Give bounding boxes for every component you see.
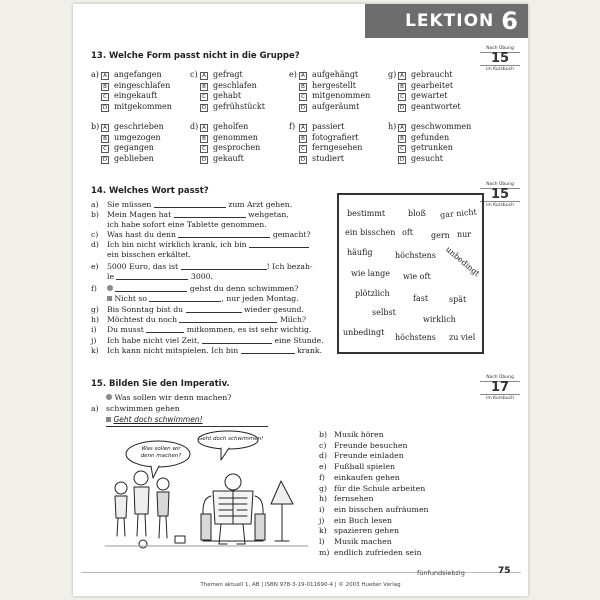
ex14-line-a: [107, 200, 292, 210]
ref-top-text: Nach Übung: [486, 46, 514, 51]
ex13-word: eingekauft: [114, 91, 158, 100]
ref-number: 15: [480, 188, 520, 202]
ex15-item: für die Schule arbeiten: [334, 483, 426, 493]
answer-checkbox[interactable]: D: [102, 104, 108, 111]
ex13-group-label: b): [91, 122, 100, 131]
answer-blank[interactable]: [249, 241, 309, 248]
speaker-b-square-icon: [106, 417, 111, 422]
ex15-label: k): [319, 526, 327, 536]
word-option: spät: [449, 295, 467, 304]
answer-blank[interactable]: [202, 337, 272, 344]
answer-blank[interactable]: [146, 326, 184, 333]
ex15-item-a: schwimmen gehen: [106, 404, 180, 413]
answer-checkbox[interactable]: D: [399, 156, 405, 163]
ref-bottom-text: im Kursbuch: [486, 396, 514, 401]
ex13-word: gebraucht: [411, 70, 453, 79]
ex13-option[interactable]: [299, 91, 370, 101]
lektion-word: LEKTION: [405, 11, 495, 31]
ex14-line-f: [107, 284, 298, 294]
ex13-option[interactable]: [398, 91, 447, 101]
ex13-word: mitgenommen: [312, 91, 371, 100]
ref-number: 15: [480, 52, 520, 66]
answer-checkbox[interactable]: C: [200, 145, 208, 153]
ex13-option[interactable]: [200, 102, 265, 112]
ex14-line-j: [107, 336, 324, 346]
line-text: Milch?: [279, 315, 307, 324]
line-text: ein bisschen erkältet.: [107, 250, 191, 259]
answer-blank[interactable]: [154, 201, 226, 208]
answer-checkbox[interactable]: B: [299, 135, 307, 143]
line-text: gemacht?: [272, 230, 311, 239]
ex14-line-c: [107, 230, 311, 240]
ex15-items: [319, 430, 499, 565]
line-text: Nicht so: [114, 294, 148, 303]
word-option: unbedingt: [443, 244, 482, 279]
word-option: wie oft: [403, 272, 431, 281]
ex15-label-a: a): [91, 404, 99, 413]
ex13-word: gearbeitet: [411, 80, 454, 90]
ex15-label: j): [319, 515, 325, 525]
ex15-item: fernsehen: [334, 494, 374, 504]
line-text: eine Stunde.: [274, 336, 324, 345]
word-option: wie lange: [351, 269, 391, 278]
answer-checkbox[interactable]: C: [398, 145, 406, 153]
ex13-word: gewartet: [411, 91, 448, 100]
ex13-option[interactable]: [299, 81, 356, 91]
ex13-option[interactable]: [200, 91, 241, 101]
ex13-word: gesucht: [411, 153, 443, 163]
answer-checkbox[interactable]: A: [101, 72, 109, 80]
page-number: 75: [498, 566, 511, 576]
line-text: Bis Sonntag bist du: [107, 305, 184, 314]
ex14-line-d: [107, 240, 309, 250]
speaker-b-square-icon: [107, 296, 112, 301]
answer-blank[interactable]: [179, 316, 277, 323]
ex13-option[interactable]: [200, 143, 260, 153]
line-text: mitkommen, es ist sehr wichtig.: [186, 325, 312, 334]
line-text: ! Ich bezah-: [266, 262, 313, 271]
ex15-item: Musik hören: [334, 430, 384, 439]
ex15-item: endlich zufrieden sein: [334, 547, 422, 557]
word-option: bestimmt: [347, 209, 386, 218]
ex13-option[interactable]: [200, 154, 244, 164]
ex14-label-k: k): [91, 346, 99, 355]
word-option: zu viel: [449, 333, 476, 342]
ex13-group: [289, 70, 387, 114]
answer-checkbox[interactable]: D: [399, 104, 405, 111]
imprint-text: Themen aktuell 1, AB | ISBN 978-3-19-011690-4 | © 2003 Hueber Verlag: [200, 582, 401, 588]
ex13-word: gefrühstückt: [213, 101, 265, 111]
answer-blank[interactable]: [174, 211, 246, 218]
answer-blank[interactable]: [116, 273, 188, 280]
ex14-line-g: [107, 305, 304, 315]
ex13-word: angefangen: [114, 70, 162, 79]
ex13-option[interactable]: [398, 133, 449, 143]
ex14-label-h: h): [91, 315, 99, 324]
ex13-option[interactable]: [299, 102, 359, 112]
ex14-sentences: [91, 200, 331, 360]
answer-checkbox[interactable]: C: [398, 93, 406, 101]
ex13-group: [91, 70, 189, 114]
ex13-group-label: g): [388, 70, 397, 79]
word-option: ein bisschen: [345, 228, 396, 237]
ex13-group: [190, 122, 288, 166]
answer-blank[interactable]: [115, 285, 187, 292]
ex13-word: gehabt: [213, 91, 242, 100]
ex13-option[interactable]: [200, 81, 257, 91]
ex13-option[interactable]: [101, 81, 170, 91]
ex13-word: getrunken: [411, 143, 453, 152]
line-text: gehst du denn schwimmen?: [189, 284, 299, 293]
ex13-option[interactable]: [299, 154, 344, 164]
ex13-option[interactable]: [398, 143, 453, 153]
ex13-word: gesprochen: [213, 143, 261, 152]
word-option: gar nicht: [439, 207, 478, 220]
answer-blank[interactable]: [186, 306, 242, 313]
ex13-option[interactable]: [200, 122, 248, 132]
word-option: unbedingt: [343, 328, 385, 337]
ex14-label-f: f): [91, 284, 97, 293]
word-option: bloß: [408, 209, 426, 218]
answer-checkbox[interactable]: C: [299, 93, 307, 101]
answer-checkbox[interactable]: C: [101, 93, 109, 101]
ex13-option[interactable]: [398, 122, 471, 132]
ex13-group: [190, 70, 288, 114]
answer-checkbox[interactable]: B: [200, 135, 208, 143]
ex13-word: fotografiert: [312, 132, 359, 142]
question-text: Was sollen wir denn machen?: [114, 393, 232, 402]
ex13-word: geholfen: [213, 122, 249, 131]
ref-top-text: Nach Übung: [486, 182, 514, 187]
lektion-banner: [365, 4, 528, 38]
ex13-option[interactable]: [299, 70, 358, 80]
page-number-word: fünfundsiebzig: [417, 569, 465, 577]
ex13-word: eingeschlafen: [114, 80, 171, 90]
line-text: Ich kann nicht mitspielen. Ich bin: [107, 346, 239, 355]
word-option: wirklich: [423, 315, 456, 324]
ex15-example: [106, 415, 268, 427]
word-option: höchstens: [395, 251, 436, 260]
ex15-label: d): [319, 451, 328, 461]
word-option: höchstens: [395, 333, 436, 342]
ex14-line-d2: [107, 250, 191, 260]
ex14-label-j: j): [91, 336, 97, 345]
ex13-word: aufgeräumt: [312, 101, 360, 111]
ex15-label: h): [319, 494, 328, 504]
ex14-line-i: [107, 325, 311, 335]
word-option: selbst: [372, 308, 396, 317]
ex13-option[interactable]: [398, 81, 453, 91]
answer-checkbox[interactable]: D: [300, 156, 306, 163]
ref-top-text: Nach Übung: [486, 375, 514, 380]
ex13-group: [388, 70, 486, 114]
ex13-group-label: d): [190, 122, 199, 131]
word-option: gern: [431, 231, 450, 240]
ex15-label: l): [319, 537, 325, 546]
line-text: , nur jeden Montag.: [221, 294, 299, 303]
workbook-page: [73, 4, 528, 596]
ex13-word: geschlafen: [213, 80, 257, 90]
speech-bubble-left: Was sollen wir denn machen?: [140, 446, 182, 459]
ex13-option[interactable]: [101, 70, 162, 80]
word-box: [337, 193, 484, 354]
ex13-word: umgezogen: [114, 132, 161, 142]
line-text: Ich bin nicht wirklich krank, ich bin: [107, 240, 247, 249]
ex13-group-label: c): [190, 70, 198, 79]
word-option: fast: [413, 294, 429, 303]
ex15-label: c): [319, 440, 327, 450]
ex13-option[interactable]: [101, 143, 154, 153]
ex13-option[interactable]: [101, 102, 172, 112]
answer-checkbox[interactable]: A: [398, 124, 406, 132]
answer-blank[interactable]: [178, 231, 270, 238]
answer-checkbox[interactable]: A: [200, 124, 208, 132]
ex15-title: 15. Bilden Sie den Imperativ.: [91, 379, 230, 389]
ex14-line-k: [107, 346, 322, 356]
answer-checkbox[interactable]: D: [201, 104, 207, 111]
ex13-option[interactable]: [200, 133, 258, 143]
answer-checkbox[interactable]: A: [101, 124, 109, 132]
answer-checkbox[interactable]: B: [299, 83, 307, 91]
answer-blank[interactable]: [149, 295, 221, 302]
ex13-word: ferngesehen: [312, 143, 363, 152]
ex13-group-label: f): [289, 122, 296, 131]
ex13-word: aufgehängt: [312, 70, 359, 79]
ex13-option[interactable]: [101, 91, 157, 101]
ex13-group: [388, 122, 486, 166]
ex13-word: hergestellt: [312, 80, 356, 90]
answer-checkbox[interactable]: D: [300, 104, 306, 111]
ex14-label-e: e): [91, 262, 99, 271]
ex14-line-h: [107, 315, 306, 325]
ex13-option[interactable]: [398, 70, 453, 80]
ex15-label: e): [319, 462, 327, 472]
ex15-item: Musik machen: [334, 537, 392, 546]
word-option: plötzlich: [355, 289, 390, 298]
answer-checkbox[interactable]: B: [398, 83, 406, 91]
ex15-item: einkaufen gehen: [334, 472, 400, 482]
ex13-word: geblieben: [114, 153, 154, 163]
line-text: Sie müssen: [107, 200, 152, 209]
ex13-group-label: a): [91, 70, 99, 79]
answer-checkbox[interactable]: B: [101, 83, 109, 91]
ex14-line-f2: [107, 294, 299, 304]
ex13-word: genommen: [213, 132, 258, 142]
word-option: häufig: [347, 248, 373, 257]
ex13-option[interactable]: [299, 122, 344, 132]
answer-checkbox[interactable]: C: [299, 145, 307, 153]
ex13-word: gefunden: [411, 132, 450, 142]
ex13-option[interactable]: [101, 154, 154, 164]
ex14-line-e2: [107, 272, 213, 282]
answer-checkbox[interactable]: A: [299, 124, 307, 132]
ex13-option[interactable]: [101, 133, 161, 143]
ref-number: 17: [480, 381, 520, 395]
ex13-option[interactable]: [299, 143, 362, 153]
ex13-option[interactable]: [101, 122, 164, 132]
line-text: 5000 Euro, das ist: [107, 262, 179, 271]
line-text: wehgetan,: [248, 210, 289, 219]
ex14-line-b: [107, 210, 289, 220]
ex14-label-b: b): [91, 210, 99, 219]
answer-checkbox[interactable]: D: [102, 156, 108, 163]
ex15-label: g): [319, 483, 328, 493]
ex15-label: m): [319, 547, 330, 557]
ex14-line-b2: [107, 220, 267, 230]
line-text: Was hast du denn: [107, 230, 176, 239]
answer-checkbox[interactable]: D: [201, 156, 207, 163]
lektion-number: 6: [501, 7, 518, 35]
answer-checkbox[interactable]: A: [200, 72, 208, 80]
ex15-item: ein Buch lesen: [334, 515, 392, 525]
line-text: Mein Magen hat: [107, 210, 172, 219]
ex15-label: i): [319, 504, 325, 514]
line-text: 3000.: [190, 272, 213, 281]
ex13-option[interactable]: [299, 133, 359, 143]
line-text: zum Arzt gehen.: [228, 200, 293, 209]
line-text: krank.: [297, 346, 323, 355]
answer-checkbox[interactable]: A: [299, 72, 307, 80]
answer-checkbox[interactable]: B: [398, 135, 406, 143]
answer-checkbox[interactable]: B: [101, 135, 109, 143]
ex14-label-i: i): [91, 325, 97, 334]
ex15-item: Freunde einladen: [334, 451, 404, 461]
word-option: oft: [402, 228, 413, 237]
ex14-label-c: c): [91, 230, 99, 239]
line-text: Ich habe nicht viel Zeit,: [107, 336, 200, 345]
ex13-group-label: e): [289, 70, 297, 79]
ex13-group: [91, 122, 189, 166]
ex15-item: Freunde besuchen: [334, 440, 408, 450]
ex14-label-a: a): [91, 200, 99, 209]
ex13-word: passiert: [312, 122, 345, 131]
answer-checkbox[interactable]: C: [101, 145, 109, 153]
ex15-question: [106, 393, 232, 404]
ex15-label: b): [319, 430, 328, 439]
ex13-word: gefragt: [213, 70, 243, 79]
ex15-ref: [476, 375, 524, 401]
ex14-title: 14. Welches Wort passt?: [91, 186, 209, 196]
ex14-label-d: d): [91, 240, 99, 249]
ex13-word: geantwortet: [411, 101, 461, 111]
ex13-ref: [476, 46, 524, 72]
ex13-word: geschrieben: [114, 122, 164, 131]
ex15-item: ein bisschen aufräumen: [334, 504, 429, 514]
speaker-a-dot-icon: [106, 394, 112, 400]
ex13-word: gegangen: [114, 143, 154, 152]
ex13-option[interactable]: [398, 154, 443, 164]
speech-bubble-right: Geht doch schwimmen!: [198, 436, 264, 442]
ref-bottom-text: im Kursbuch: [486, 203, 514, 208]
answer-blank[interactable]: [181, 263, 267, 270]
ex15-label: f): [319, 472, 325, 482]
line-text: wieder gesund.: [243, 305, 304, 314]
line-text: le: [107, 272, 115, 281]
ex13-word: gekauft: [213, 153, 244, 163]
ex13-option[interactable]: [200, 70, 243, 80]
line-text: Möchtest du noch: [107, 315, 178, 324]
answer-checkbox[interactable]: A: [398, 72, 406, 80]
line-text: ich habe sofort eine Tablette genommen.: [107, 220, 267, 229]
answer-checkbox[interactable]: B: [200, 83, 208, 91]
line-text: Du musst: [107, 325, 144, 334]
ref-bottom-text: im Kursbuch: [486, 67, 514, 72]
ex13-word: mitgekommen: [114, 101, 172, 111]
example-answer: Geht doch schwimmen!: [113, 415, 203, 424]
ex13-word: geschwommen: [411, 122, 472, 131]
ex14-line-e: [107, 262, 313, 272]
ex15-item: spazieren gehen: [334, 526, 399, 536]
ex13-word: studiert: [312, 153, 344, 163]
ex14-label-g: g): [91, 305, 99, 314]
ex15-item: Fußball spielen: [334, 462, 395, 472]
answer-checkbox[interactable]: C: [200, 93, 208, 101]
word-option: nur: [457, 230, 472, 239]
ex13-group-label: h): [388, 122, 397, 131]
ex13-group: [289, 122, 387, 166]
ex13-title: 13. Welche Form passt nicht in die Gruppe?: [91, 51, 300, 61]
ex13-option[interactable]: [398, 102, 461, 112]
answer-blank[interactable]: [241, 347, 295, 354]
speaker-a-dot-icon: [107, 285, 113, 291]
